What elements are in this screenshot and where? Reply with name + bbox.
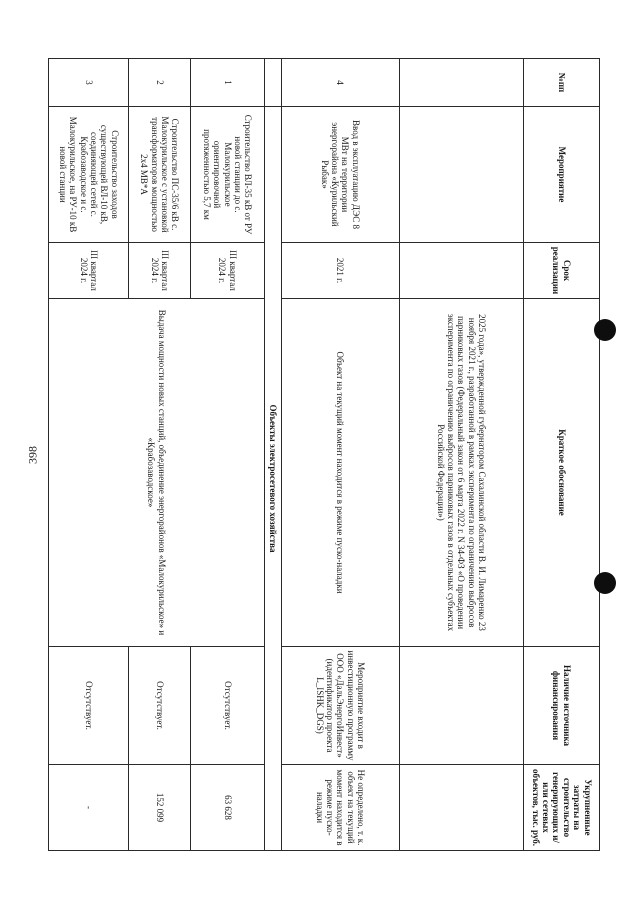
cell-financing: Отсутствует. [129, 647, 191, 765]
table-row-1 [191, 59, 264, 851]
cell-rationale: 2025 года», утвержденной губернатором Сахалинской области В. И. Лимаренко 23 ноября 2021 г., разработанной в рамках эксперимента по ограничению выбросов парниковых газов (Федеральный закон от 6 марта 2022 г. N 34-ФЗ «О проведении эксперимента по ограничению выбросов парниковых газов в отдельных субъектах Российской Федерации») [399, 299, 523, 647]
header-term: Срок реализации [524, 243, 600, 299]
cell-financing: Отсутствует. [191, 647, 264, 765]
cell-costs: Не определено, т. к. объект на текущий момент находится в режиме пуско-наладки [281, 765, 399, 851]
cell-measure: Строительство заходов существующей ВЛ-10 кВ, соединяющей сетей с. Крабозаводское и с. Малокурильское, на РУ-10 кВ новой станции [49, 107, 129, 243]
cell-costs: 63 628 [191, 765, 264, 851]
cell-no: 4 [281, 59, 399, 107]
binder-hole-mark [594, 572, 616, 594]
cell-rationale: Объект на текущий момент находится в режиме пуско-наладки [281, 299, 399, 647]
cell-financing: Мероприятие входит в инвестиционную программу ООО «ДальЭнергоИнвест» (идентификатор проекта L_ISHK_DGS) [281, 647, 399, 765]
rotated-table-container [48, 58, 600, 850]
table-header-row [524, 59, 600, 851]
cell-term: III квартал 2024 г. [49, 243, 129, 299]
table-row-continued [399, 59, 523, 851]
cell-term: 2021 г. [281, 243, 399, 299]
cell-measure: Ввод в эксплуатацию ДЭС 8 МВт на территории энергорайона «Курильский Рыбак» [281, 107, 399, 243]
section-spacer [264, 59, 281, 107]
cell-costs: 152 099 [129, 765, 191, 851]
cell-no: 1 [191, 59, 264, 107]
header-no: №пп [524, 59, 600, 107]
cell-financing: Отсутствует. [49, 647, 129, 765]
cell-costs [399, 765, 523, 851]
cell-term: III квартал 2024 г. [129, 243, 191, 299]
page-number: 398 [25, 446, 40, 464]
cell-term: III квартал 2024 г. [191, 243, 264, 299]
binder-hole-mark [594, 319, 616, 341]
cell-measure: Строительство ВЛ-35 кВ от РУ новой станции до с. Малокурильское ориентировочной протяженностью 5,7 км [191, 107, 264, 243]
header-measure: Мероприятие [524, 107, 600, 243]
table-row-4 [281, 59, 399, 851]
cell-grid-rationale: Выдача мощности новых станций, объединение энергорайонов «Малокурильское» и «Крабозаводское» [49, 299, 265, 647]
cell-measure: Строительство ПС-35/6 кВ с. Малокурильское с установкой трансформаторов мощностью 2х4 МВ*А [129, 107, 191, 243]
header-costs: Укрупненные затраты на строительство генерирующих и/или сетевых объектов, тыс. руб. [524, 765, 600, 851]
section-title-row [264, 59, 281, 851]
section-title: Объекты электросетевого хозяйства [264, 107, 281, 851]
cell-no: 3 [49, 59, 129, 107]
cell-no: 2 [129, 59, 191, 107]
cell-measure [399, 107, 523, 243]
header-rationale: Краткое обоснование [524, 299, 600, 647]
cell-term [399, 243, 523, 299]
cell-costs: - [49, 765, 129, 851]
cell-no [399, 59, 523, 107]
measures-table [48, 58, 600, 851]
cell-financing [399, 647, 523, 765]
header-financing: Наличие источника финансирования [524, 647, 600, 765]
